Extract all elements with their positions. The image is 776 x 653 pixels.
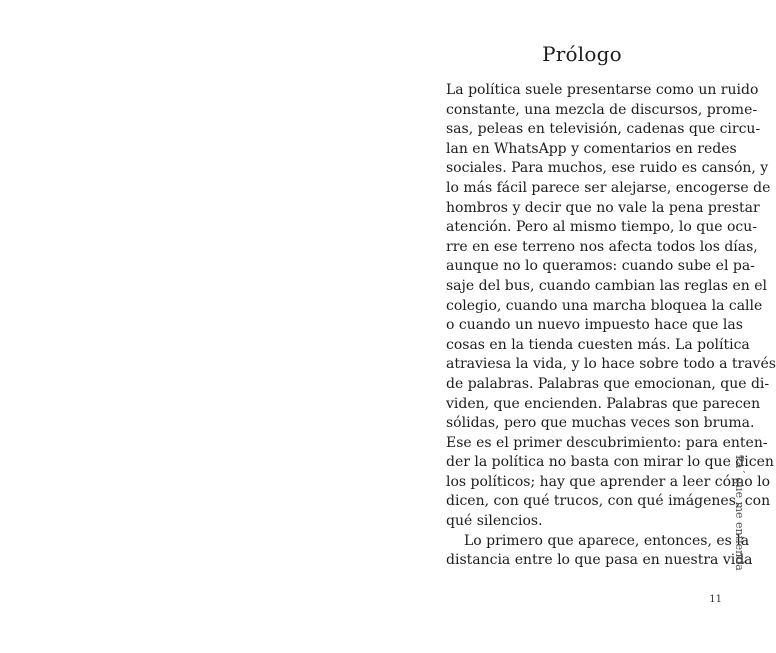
text-line: los políticos; hay que aprender a leer cómo lo xyxy=(446,473,771,490)
text-line: lo más fácil parece ser alejarse, encogerse de xyxy=(446,179,771,196)
text-line: qué silencios. xyxy=(446,513,543,530)
chapter-title: Prólogo xyxy=(542,42,622,66)
text-line: rre en ese terreno nos afecta todos los días, xyxy=(446,238,758,255)
text-line: constante, una mezcla de discursos, prome- xyxy=(446,101,758,118)
text-line: dicen, con qué trucos, con qué imágenes, con xyxy=(446,493,771,510)
text-line: hombros y decir que no vale la pena prestar xyxy=(446,199,760,216)
text-line: der la política no basta con mirar lo que dicen xyxy=(446,454,774,471)
text-line: sociales. Para muchos, ese ruido es cansón, y xyxy=(446,160,769,177)
running-head: Pa´ que me entienda xyxy=(733,455,746,571)
text-line: sas, peleas en televisión, cadenas que circu- xyxy=(446,121,761,138)
text-line: viden, que encienden. Palabras que parecen xyxy=(446,395,761,412)
text-line: colegio, cuando una marcha bloquea la calle xyxy=(446,297,763,314)
text-line: lan en WhatsApp y comentarios en redes xyxy=(446,140,737,157)
text-line: La política suele presentarse como un ruido xyxy=(446,82,759,98)
text-line: cosas en la tienda cuesten más. La política xyxy=(446,336,750,353)
text-line: Ese es el primer descubrimiento: para enten- xyxy=(446,434,768,451)
text-line: o cuando un nuevo impuesto hace que las xyxy=(446,317,743,334)
text-line: Lo primero que aparece, entonces, es la xyxy=(464,532,750,549)
text-line: aunque no lo queramos: cuando sube el pa- xyxy=(446,258,755,275)
text-line: sólidas, pero que muchas veces son bruma. xyxy=(446,415,755,432)
text-line: atención. Pero al mismo tiempo, lo que ocu- xyxy=(446,219,757,236)
text-line: saje del bus, cuando cambian las reglas en el xyxy=(446,277,767,294)
text-line: distancia entre lo que pasa en nuestra vida xyxy=(446,552,753,569)
page-number: 11 xyxy=(709,594,722,605)
text-line: de palabras. Palabras que emocionan, que di- xyxy=(446,375,770,392)
text-line: atraviesa la vida, y lo hace sobre todo a través xyxy=(446,356,776,373)
